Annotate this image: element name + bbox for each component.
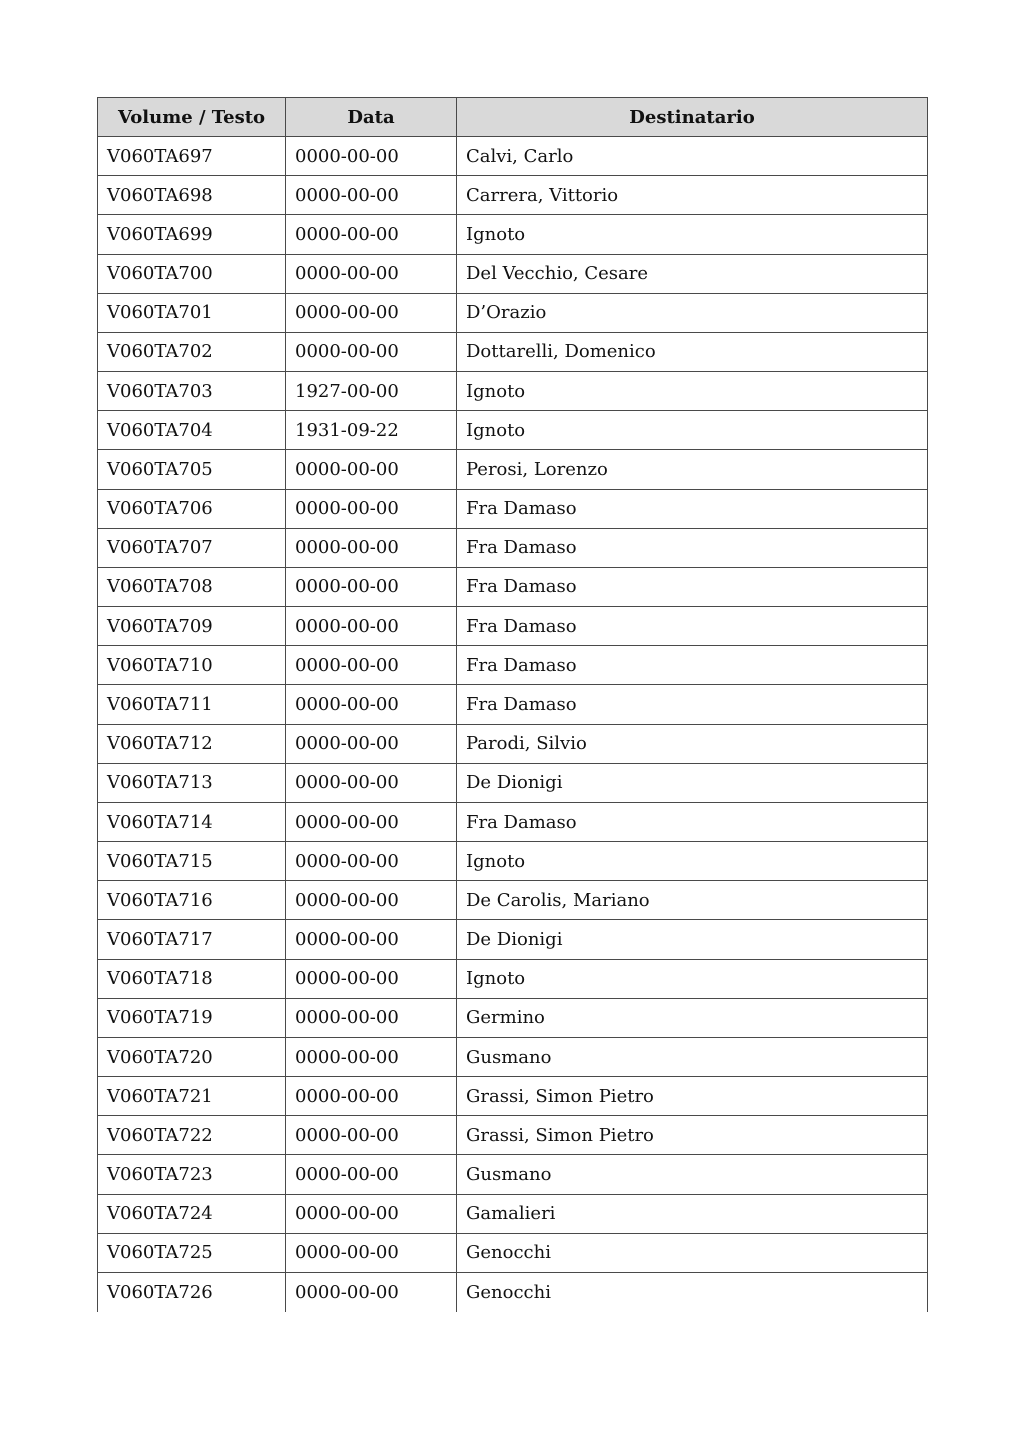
cell-volume: V060TA724 — [98, 1194, 286, 1233]
cell-volume: V060TA709 — [98, 607, 286, 646]
cell-volume: V060TA706 — [98, 489, 286, 528]
table-row — [98, 998, 928, 1037]
cell-volume: V060TA697 — [98, 137, 286, 176]
cell-volume: V060TA726 — [98, 1272, 286, 1311]
table-row — [98, 1194, 928, 1233]
cell-recipient: Fra Damaso — [457, 802, 928, 841]
cell-recipient: De Dionigi — [457, 763, 928, 802]
table-row — [98, 293, 928, 332]
cell-volume: V060TA708 — [98, 567, 286, 606]
cell-volume: V060TA700 — [98, 254, 286, 293]
cell-volume: V060TA722 — [98, 1116, 286, 1155]
cell-recipient: De Carolis, Mariano — [457, 881, 928, 920]
cell-recipient: Ignoto — [457, 215, 928, 254]
column-header-volume: Volume / Testo — [98, 98, 286, 137]
cell-date: 0000-00-00 — [286, 332, 457, 371]
cell-date: 0000-00-00 — [286, 215, 457, 254]
cell-volume: V060TA718 — [98, 959, 286, 998]
table-row — [98, 646, 928, 685]
cell-volume: V060TA723 — [98, 1155, 286, 1194]
cell-recipient: Fra Damaso — [457, 489, 928, 528]
cell-volume: V060TA705 — [98, 450, 286, 489]
cell-date: 0000-00-00 — [286, 646, 457, 685]
cell-date: 0000-00-00 — [286, 998, 457, 1037]
cell-volume: V060TA712 — [98, 724, 286, 763]
cell-date: 0000-00-00 — [286, 567, 457, 606]
cell-volume: V060TA698 — [98, 176, 286, 215]
cell-recipient: Fra Damaso — [457, 646, 928, 685]
cell-recipient: Perosi, Lorenzo — [457, 450, 928, 489]
cell-recipient: Grassi, Simon Pietro — [457, 1116, 928, 1155]
cell-date: 0000-00-00 — [286, 881, 457, 920]
cell-date: 1927-00-00 — [286, 372, 457, 411]
cell-date: 0000-00-00 — [286, 1037, 457, 1076]
table-row — [98, 1077, 928, 1116]
table-row — [98, 372, 928, 411]
cell-recipient: Ignoto — [457, 842, 928, 881]
cell-date: 0000-00-00 — [286, 137, 457, 176]
cell-date: 0000-00-00 — [286, 1272, 457, 1311]
cell-date: 0000-00-00 — [286, 1194, 457, 1233]
table-row — [98, 528, 928, 567]
table-row — [98, 724, 928, 763]
cell-recipient: Calvi, Carlo — [457, 137, 928, 176]
column-header-date: Data — [286, 98, 457, 137]
cell-volume: V060TA713 — [98, 763, 286, 802]
cell-recipient: Parodi, Silvio — [457, 724, 928, 763]
cell-volume: V060TA701 — [98, 293, 286, 332]
cell-volume: V060TA716 — [98, 881, 286, 920]
cell-volume: V060TA717 — [98, 920, 286, 959]
cell-recipient: Ignoto — [457, 411, 928, 450]
cell-recipient: Gusmano — [457, 1037, 928, 1076]
cell-recipient: Genocchi — [457, 1272, 928, 1311]
table-row — [98, 1272, 928, 1311]
cell-volume: V060TA711 — [98, 685, 286, 724]
cell-volume: V060TA703 — [98, 372, 286, 411]
table-row — [98, 685, 928, 724]
table-row — [98, 842, 928, 881]
cell-date: 0000-00-00 — [286, 802, 457, 841]
cell-recipient: Grassi, Simon Pietro — [457, 1077, 928, 1116]
table-row — [98, 254, 928, 293]
cell-recipient: Fra Damaso — [457, 528, 928, 567]
table-row — [98, 1155, 928, 1194]
cell-recipient: Fra Damaso — [457, 685, 928, 724]
table-row — [98, 137, 928, 176]
cell-date: 0000-00-00 — [286, 1116, 457, 1155]
cell-recipient: Ignoto — [457, 372, 928, 411]
cell-date: 0000-00-00 — [286, 1077, 457, 1116]
cell-recipient: Dottarelli, Domenico — [457, 332, 928, 371]
cell-date: 0000-00-00 — [286, 176, 457, 215]
cell-recipient: Del Vecchio, Cesare — [457, 254, 928, 293]
column-header-recipient: Destinatario — [457, 98, 928, 137]
cell-date: 0000-00-00 — [286, 293, 457, 332]
cell-recipient: D’Orazio — [457, 293, 928, 332]
table-row — [98, 802, 928, 841]
cell-volume: V060TA699 — [98, 215, 286, 254]
table-row — [98, 450, 928, 489]
cell-volume: V060TA720 — [98, 1037, 286, 1076]
cell-date: 0000-00-00 — [286, 528, 457, 567]
table-row — [98, 411, 928, 450]
table-row — [98, 176, 928, 215]
table-row — [98, 1233, 928, 1272]
cell-date: 0000-00-00 — [286, 450, 457, 489]
cell-date: 0000-00-00 — [286, 489, 457, 528]
cell-date: 0000-00-00 — [286, 959, 457, 998]
cell-recipient: Genocchi — [457, 1233, 928, 1272]
cell-volume: V060TA707 — [98, 528, 286, 567]
cell-recipient: Fra Damaso — [457, 567, 928, 606]
cell-date: 0000-00-00 — [286, 920, 457, 959]
table-row — [98, 959, 928, 998]
cell-recipient: Germino — [457, 998, 928, 1037]
cell-date: 0000-00-00 — [286, 1233, 457, 1272]
table-row — [98, 567, 928, 606]
cell-date: 0000-00-00 — [286, 685, 457, 724]
cell-date: 0000-00-00 — [286, 254, 457, 293]
table-header-row — [98, 98, 928, 137]
table-row — [98, 1037, 928, 1076]
cell-volume: V060TA719 — [98, 998, 286, 1037]
cell-date: 0000-00-00 — [286, 607, 457, 646]
cell-volume: V060TA714 — [98, 802, 286, 841]
cell-date: 0000-00-00 — [286, 724, 457, 763]
cell-date: 0000-00-00 — [286, 1155, 457, 1194]
table-row — [98, 920, 928, 959]
cell-date: 0000-00-00 — [286, 842, 457, 881]
cell-date: 1931-09-22 — [286, 411, 457, 450]
table-row — [98, 763, 928, 802]
cell-recipient: De Dionigi — [457, 920, 928, 959]
table-row — [98, 489, 928, 528]
table-row — [98, 1116, 928, 1155]
cell-recipient: Gamalieri — [457, 1194, 928, 1233]
table-row — [98, 332, 928, 371]
cell-recipient: Carrera, Vittorio — [457, 176, 928, 215]
cell-volume: V060TA725 — [98, 1233, 286, 1272]
cell-volume: V060TA715 — [98, 842, 286, 881]
cell-volume: V060TA721 — [98, 1077, 286, 1116]
table-row — [98, 881, 928, 920]
cell-recipient: Gusmano — [457, 1155, 928, 1194]
table-body — [98, 137, 928, 1312]
cell-volume: V060TA702 — [98, 332, 286, 371]
table-row — [98, 215, 928, 254]
cell-recipient: Ignoto — [457, 959, 928, 998]
cell-volume: V060TA710 — [98, 646, 286, 685]
cell-recipient: Fra Damaso — [457, 607, 928, 646]
letters-table — [97, 97, 928, 1312]
table-row — [98, 607, 928, 646]
cell-date: 0000-00-00 — [286, 763, 457, 802]
cell-volume: V060TA704 — [98, 411, 286, 450]
